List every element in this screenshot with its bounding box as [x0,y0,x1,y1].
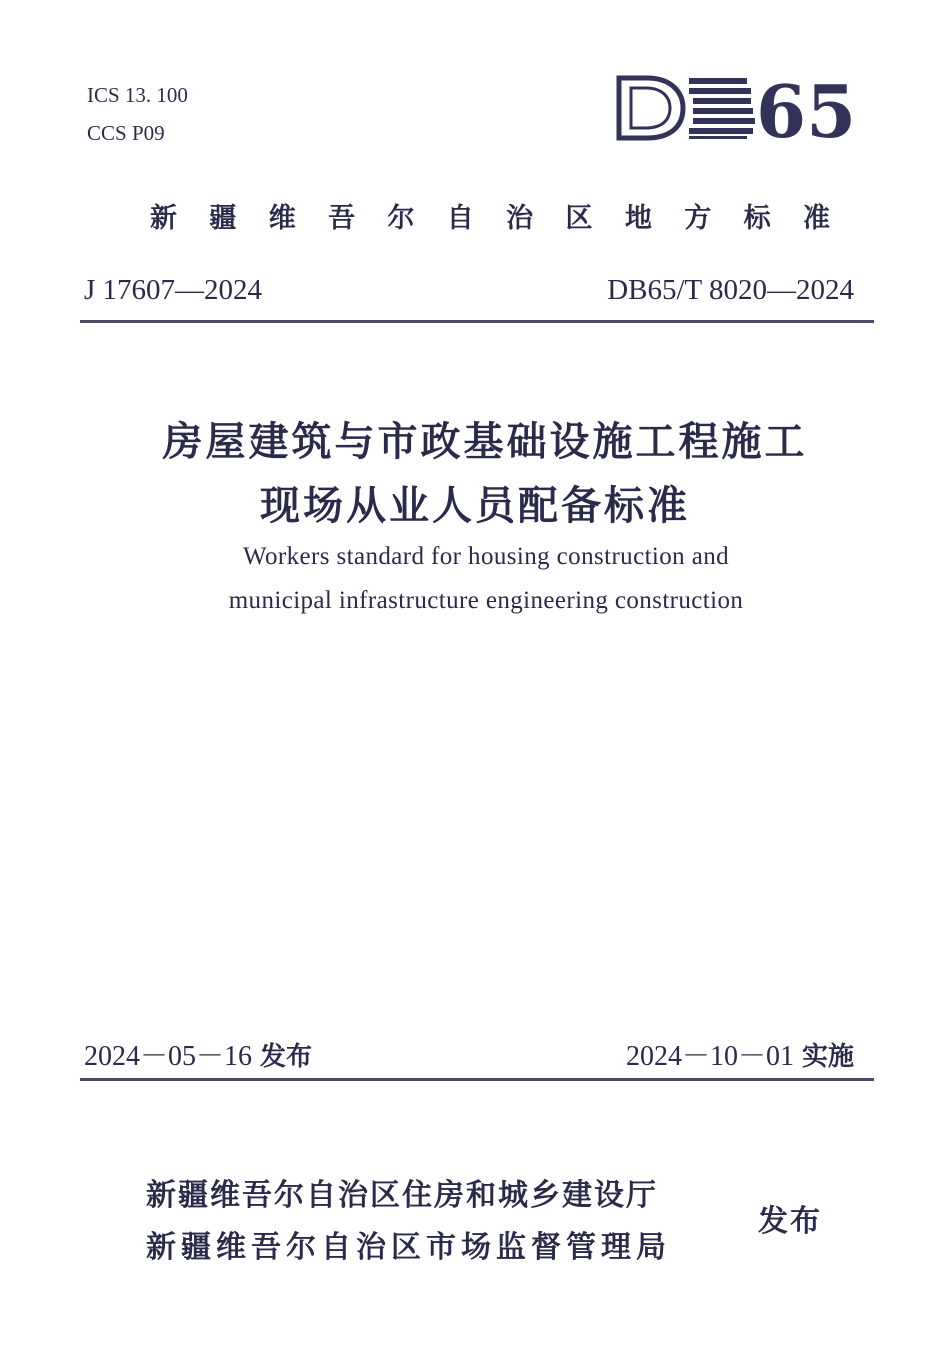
effective-date-block [626,1034,854,1074]
publisher-market-regulation: 新疆维吾尔自治区市场监督管理局 [146,1230,671,1265]
standard-type-char: 区 [565,203,593,234]
ccs-code: CCS P09 [87,121,165,145]
standard-type-char: 吾 [328,203,356,234]
title-english-line-2: municipal infrastructure engineering construction [228,587,744,614]
standard-numbers [84,274,854,307]
standard-type-heading [150,196,830,235]
bottom-divider [80,1078,874,1081]
standard-type-char: 治 [506,203,534,234]
classification-codes [87,76,188,152]
ics-code: ICS 13. 100 [87,83,188,107]
standard-type-char: 新 [150,203,177,234]
issue-date-block [84,1034,312,1074]
title-chinese-line-1: 房屋建筑与市政基础设施工程施工 [162,419,808,465]
logo-digits: 65 [756,70,857,146]
standard-type-char: 尔 [387,203,415,234]
standard-type-char: 地 [624,203,652,234]
standard-type-char: 标 [743,203,771,234]
top-divider [80,320,874,323]
issue-date: 2024－05－16 [84,1041,253,1072]
standard-type-char: 方 [684,203,712,234]
publish-action-label: 发布 [758,1204,822,1239]
effective-label: 实施 [801,1042,854,1072]
title-chinese-line-2: 现场从业人员配备标准 [260,483,690,529]
standard-type-char: 疆 [209,203,237,234]
title-english-line-1: Workers standard for housing construction and [242,543,730,570]
standard-type-char: 维 [268,203,296,234]
standard-number: DB65/T 8020—2024 [607,274,854,306]
record-number: J 17607—2024 [84,274,263,306]
dates-row [84,1034,854,1074]
standard-type-char: 准 [802,203,830,234]
effective-date: 2024－10－01 [625,1041,794,1072]
publishers [146,1170,671,1274]
standard-type-char: 自 [446,203,474,234]
issue-label: 发布 [260,1042,313,1072]
db65-logo [613,70,865,146]
publisher-housing-department: 新疆维吾尔自治区住房和城乡建设厅 [146,1178,658,1213]
